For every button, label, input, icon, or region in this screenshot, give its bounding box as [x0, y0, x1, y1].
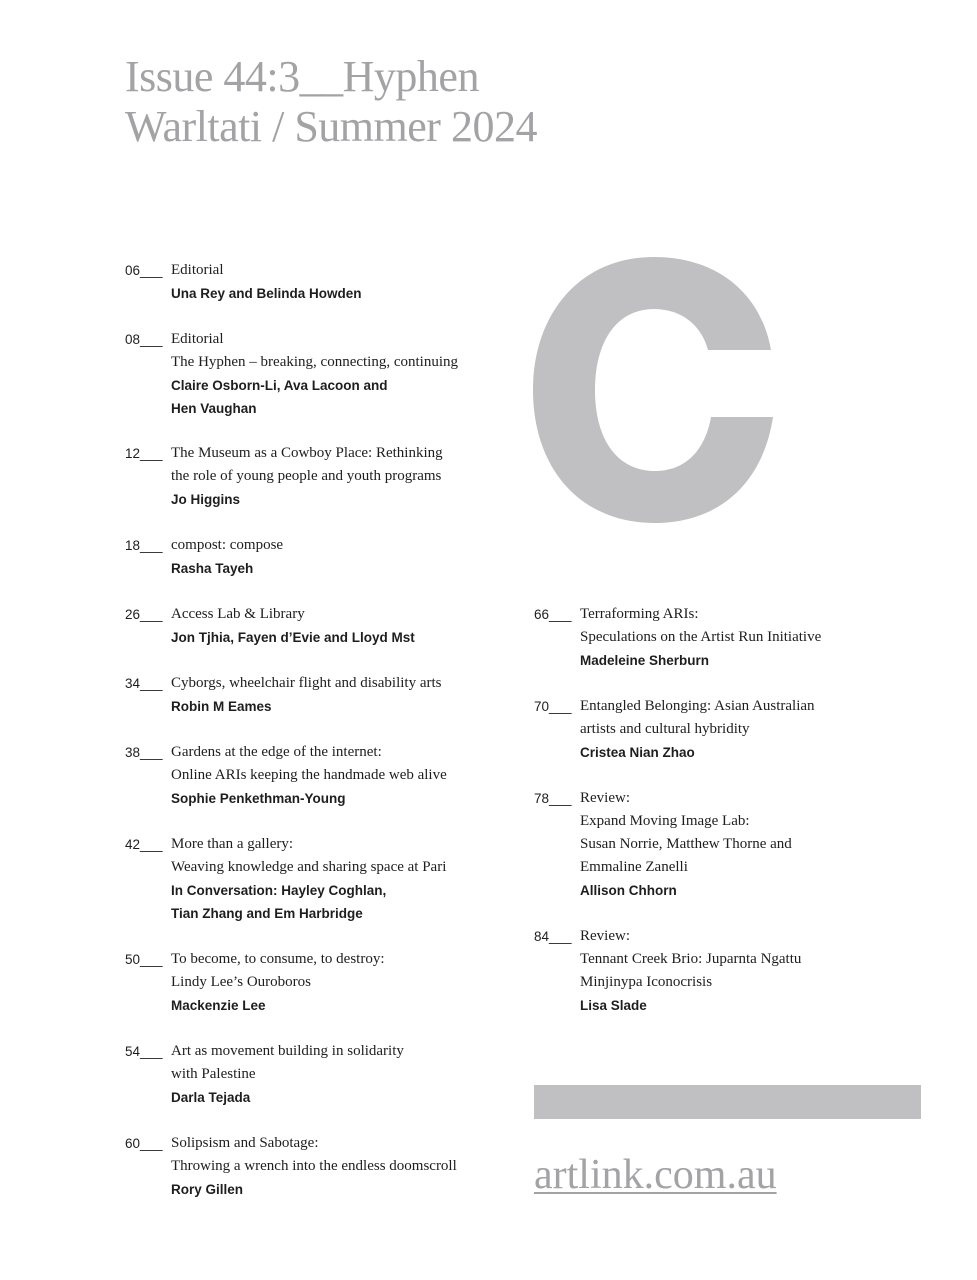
season-line: Warltati / Summer 2024	[125, 102, 537, 151]
article-title-line: Speculations on the Artist Run Initiative	[580, 629, 822, 645]
toc-entry[interactable]	[125, 442, 505, 511]
page-number: 66___	[534, 607, 572, 622]
toc-entry[interactable]	[125, 603, 505, 649]
article-title-line: To become, to consume, to destroy:	[171, 951, 385, 967]
page-number: 38___	[125, 745, 163, 760]
article-author: Mackenzie Lee	[171, 998, 266, 1013]
toc-entry[interactable]	[125, 534, 505, 580]
article-author: Tian Zhang and Em Harbridge	[171, 906, 363, 921]
article-title-line: Art as movement building in solidarity	[171, 1043, 404, 1059]
page-number: 84___	[534, 929, 572, 944]
article-author: Allison Chhorn	[580, 883, 677, 898]
article-title-line: Entangled Belonging: Asian Australian	[580, 698, 815, 714]
article-author: Claire Osborn-Li, Ava Lacoon and	[171, 378, 388, 393]
article-author: Robin M Eames	[171, 699, 272, 714]
issue-line: Issue 44:3__Hyphen	[125, 52, 479, 101]
article-title-line: The Museum as a Cowboy Place: Rethinking	[171, 445, 443, 461]
toc-entry[interactable]	[125, 1040, 505, 1109]
article-author: In Conversation: Hayley Coghlan,	[171, 883, 387, 898]
article-title-line: More than a gallery:	[171, 836, 294, 852]
toc-entry[interactable]	[125, 328, 505, 420]
page-number: 70___	[534, 699, 572, 714]
artlink-c-logo	[533, 255, 773, 525]
toc-entry[interactable]	[125, 259, 505, 305]
masthead-title	[125, 52, 537, 152]
article-title-line: Review:	[580, 928, 630, 944]
article-title-line: Minjinypa Iconocrisis	[580, 974, 713, 990]
article-title-line: Solipsism and Sabotage:	[171, 1135, 319, 1151]
article-title-line: Emmaline Zanelli	[580, 859, 688, 875]
grey-band	[534, 1085, 921, 1119]
article-title-line: Editorial	[171, 262, 224, 278]
article-title-line: Review:	[580, 790, 630, 806]
toc-entry[interactable]	[125, 833, 505, 925]
toc-entry[interactable]	[125, 1132, 505, 1201]
article-title-line: Cyborgs, wheelchair flight and disability arts	[171, 675, 442, 691]
article-title-line: artists and cultural hybridity	[580, 721, 750, 737]
page-number: 42___	[125, 837, 163, 852]
article-author: Rasha Tayeh	[171, 561, 254, 576]
article-title-line: Online ARIs keeping the handmade web alive	[171, 767, 447, 783]
article-title-line: Editorial	[171, 331, 224, 347]
article-title-line: Throwing a wrench into the endless doomscroll	[171, 1158, 457, 1174]
article-author: Jon Tjhia, Fayen d’Evie and Lloyd Mst	[171, 630, 415, 645]
article-author: Una Rey and Belinda Howden	[171, 286, 362, 301]
article-author: Cristea Nian Zhao	[580, 745, 695, 760]
article-author: Darla Tejada	[171, 1090, 251, 1105]
article-author: Jo Higgins	[171, 492, 241, 507]
article-title-line: the role of young people and youth programs	[171, 468, 442, 484]
toc-entry[interactable]	[534, 603, 914, 672]
toc-entry[interactable]	[125, 741, 505, 810]
page-number: 78___	[534, 791, 572, 806]
article-author: Lisa Slade	[580, 998, 647, 1013]
toc-entry[interactable]	[125, 948, 505, 1017]
page-number: 60___	[125, 1136, 163, 1151]
toc-entry[interactable]	[125, 672, 505, 718]
article-author: Sophie Penkethman-Young	[171, 791, 346, 806]
article-title-line: Expand Moving Image Lab:	[580, 813, 750, 829]
page-number: 54___	[125, 1044, 163, 1059]
page-number: 08___	[125, 332, 163, 347]
page-number: 50___	[125, 952, 163, 967]
website-link[interactable]: artlink.com.au	[534, 1152, 777, 1198]
article-title-line: compost: compose	[171, 537, 284, 553]
article-author: Madeleine Sherburn	[580, 653, 710, 668]
article-title-line: Gardens at the edge of the internet:	[171, 744, 382, 760]
article-author: Rory Gillen	[171, 1182, 244, 1197]
page-number: 18___	[125, 538, 163, 553]
article-title-line: Lindy Lee’s Ouroboros	[171, 974, 311, 990]
article-title-line: The Hyphen – breaking, connecting, continuing	[171, 354, 459, 370]
page-number: 34___	[125, 676, 163, 691]
article-title-line: Susan Norrie, Matthew Thorne and	[580, 836, 792, 852]
article-title-line: Tennant Creek Brio: Juparnta Ngattu	[580, 951, 802, 967]
toc-entry[interactable]	[534, 787, 914, 902]
page-number: 12___	[125, 446, 163, 461]
toc-entry[interactable]	[534, 925, 914, 1017]
article-title-line: Terraforming ARIs:	[580, 606, 699, 622]
page-number: 26___	[125, 607, 163, 622]
toc-entry[interactable]	[534, 695, 914, 764]
article-title-line: Weaving knowledge and sharing space at Pari	[171, 859, 447, 875]
page-number: 06___	[125, 263, 163, 278]
article-author: Hen Vaughan	[171, 401, 257, 416]
article-title-line: Access Lab & Library	[171, 606, 305, 622]
article-title-line: with Palestine	[171, 1066, 256, 1082]
